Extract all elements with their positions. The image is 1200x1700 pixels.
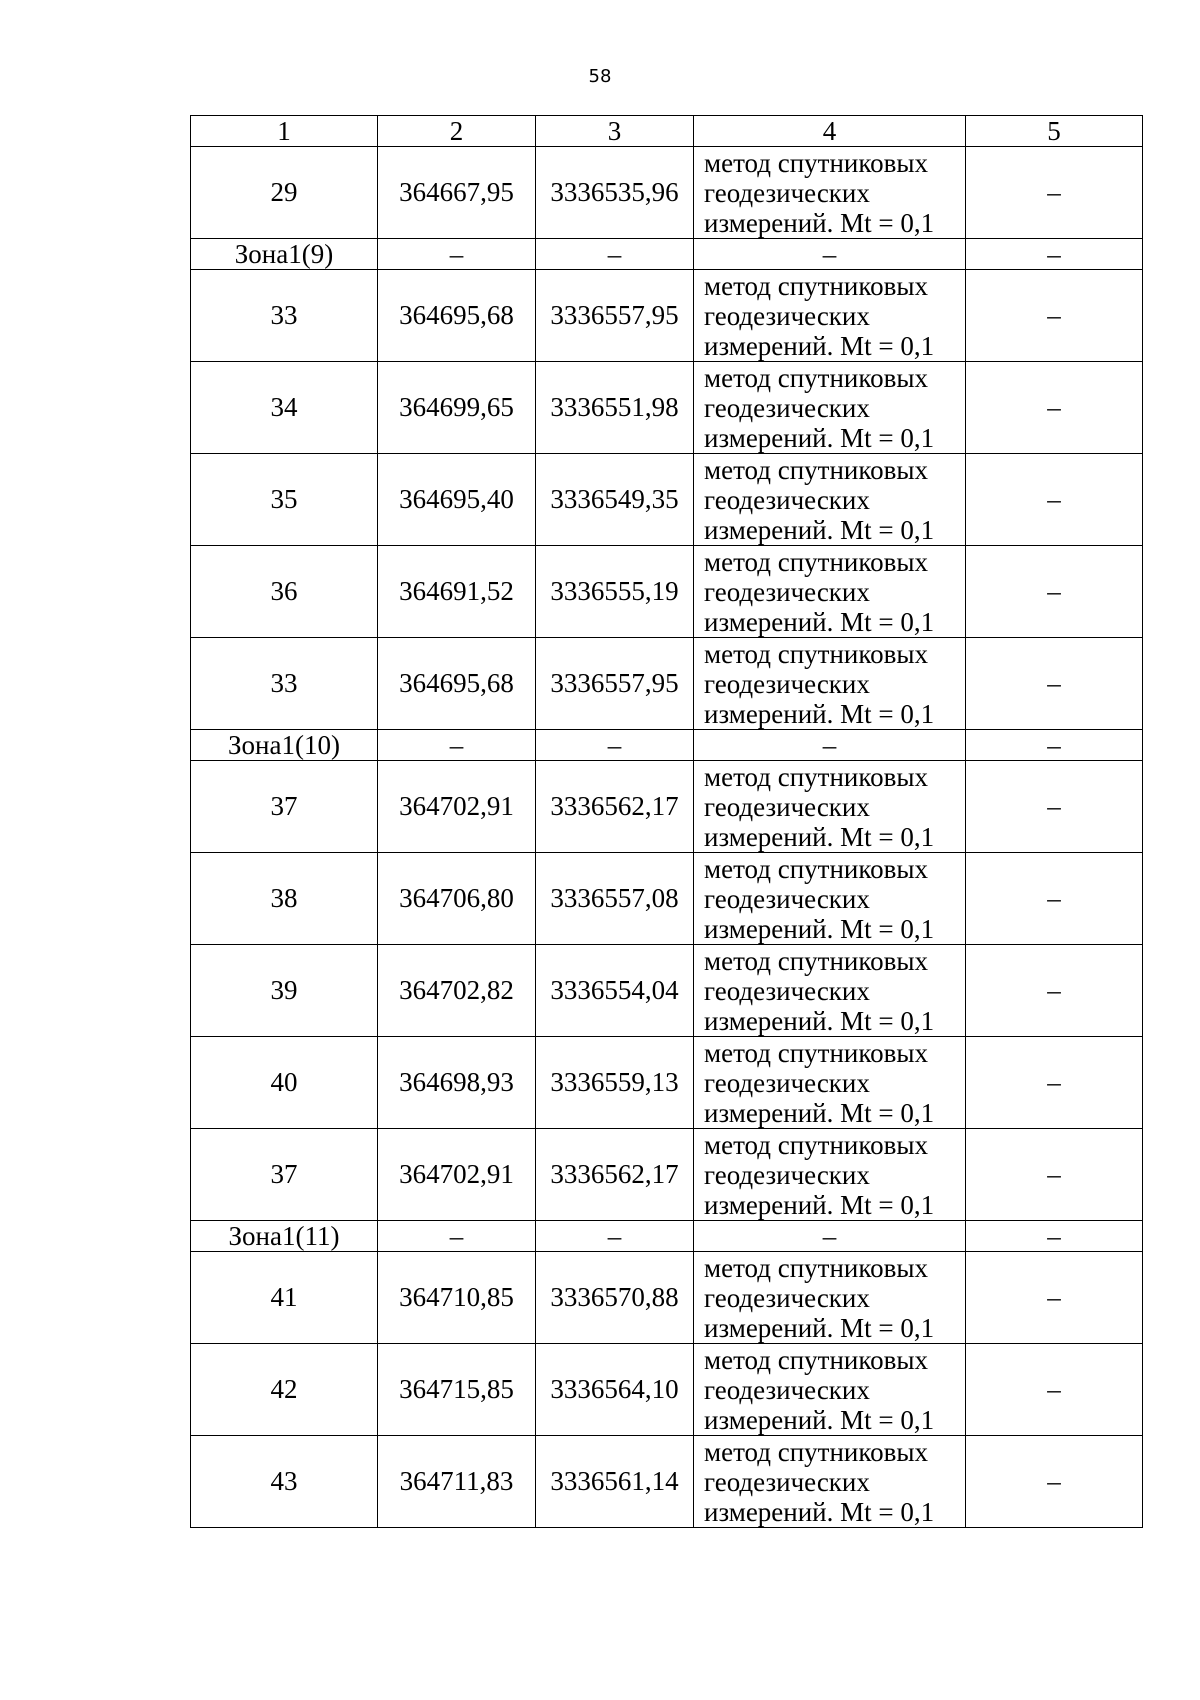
x-coordinate-cell: 364695,68 — [378, 638, 536, 730]
y-coordinate-cell: 3336554,04 — [536, 945, 694, 1037]
point-cell: Зона1(9) — [191, 239, 378, 270]
y-coordinate-cell: 3336570,88 — [536, 1252, 694, 1344]
y-coordinate-cell: 3336549,35 — [536, 454, 694, 546]
y-coordinate-cell: 3336564,10 — [536, 1344, 694, 1436]
header-row — [191, 116, 1143, 147]
y-coordinate-cell: 3336562,17 — [536, 761, 694, 853]
point-cell: 39 — [191, 945, 378, 1037]
y-coordinate-cell: – — [536, 730, 694, 761]
x-coordinate-cell: 364702,91 — [378, 761, 536, 853]
table-body — [191, 147, 1143, 1528]
y-coordinate-cell: 3336562,17 — [536, 1129, 694, 1221]
note-cell: – — [966, 1436, 1143, 1528]
point-cell: 41 — [191, 1252, 378, 1344]
note-cell: – — [966, 147, 1143, 239]
method-cell: метод спутниковых геодезических измерений. Mt = 0,1 — [694, 454, 966, 546]
table-row — [191, 546, 1143, 638]
y-coordinate-cell: 3336555,19 — [536, 546, 694, 638]
table-header — [191, 116, 1143, 147]
note-cell: – — [966, 454, 1143, 546]
point-cell: 33 — [191, 638, 378, 730]
y-coordinate-cell: 3336557,95 — [536, 638, 694, 730]
method-cell: метод спутниковых геодезических измерений. Mt = 0,1 — [694, 362, 966, 454]
table-row — [191, 147, 1143, 239]
point-cell: 40 — [191, 1037, 378, 1129]
note-cell: – — [966, 1252, 1143, 1344]
table-row — [191, 270, 1143, 362]
table-row — [191, 853, 1143, 945]
x-coordinate-cell: – — [378, 239, 536, 270]
point-cell: 34 — [191, 362, 378, 454]
x-coordinate-cell: 364699,65 — [378, 362, 536, 454]
note-cell: – — [966, 1221, 1143, 1252]
method-cell: – — [694, 239, 966, 270]
x-coordinate-cell: – — [378, 1221, 536, 1252]
table-row — [191, 1344, 1143, 1436]
point-cell: 33 — [191, 270, 378, 362]
header-cell-3: 3 — [536, 116, 694, 147]
method-cell: метод спутниковых геодезических измерений. Mt = 0,1 — [694, 147, 966, 239]
y-coordinate-cell: – — [536, 1221, 694, 1252]
note-cell: – — [966, 270, 1143, 362]
table-row — [191, 454, 1143, 546]
x-coordinate-cell: 364711,83 — [378, 1436, 536, 1528]
x-coordinate-cell: 364695,68 — [378, 270, 536, 362]
table-row — [191, 1252, 1143, 1344]
point-cell: Зона1(11) — [191, 1221, 378, 1252]
x-coordinate-cell: – — [378, 730, 536, 761]
note-cell: – — [966, 761, 1143, 853]
y-coordinate-cell: 3336557,95 — [536, 270, 694, 362]
y-coordinate-cell: 3336561,14 — [536, 1436, 694, 1528]
x-coordinate-cell: 364695,40 — [378, 454, 536, 546]
method-cell: метод спутниковых геодезических измерений. Mt = 0,1 — [694, 945, 966, 1037]
x-coordinate-cell: 364698,93 — [378, 1037, 536, 1129]
coordinates-table — [190, 115, 1143, 1528]
point-cell: 38 — [191, 853, 378, 945]
method-cell: метод спутниковых геодезических измерений. Mt = 0,1 — [694, 1037, 966, 1129]
method-cell: метод спутниковых геодезических измерений. Mt = 0,1 — [694, 761, 966, 853]
method-cell: метод спутниковых геодезических измерений. Mt = 0,1 — [694, 270, 966, 362]
method-cell: – — [694, 730, 966, 761]
point-cell: 35 — [191, 454, 378, 546]
point-cell: 37 — [191, 1129, 378, 1221]
method-cell: метод спутниковых геодезических измерений. Mt = 0,1 — [694, 1436, 966, 1528]
x-coordinate-cell: 364715,85 — [378, 1344, 536, 1436]
method-cell: метод спутниковых геодезических измерений. Mt = 0,1 — [694, 853, 966, 945]
header-cell-5: 5 — [966, 116, 1143, 147]
note-cell: – — [966, 1129, 1143, 1221]
point-cell: 29 — [191, 147, 378, 239]
note-cell: – — [966, 239, 1143, 270]
point-cell: 42 — [191, 1344, 378, 1436]
x-coordinate-cell: 364702,82 — [378, 945, 536, 1037]
method-cell: метод спутниковых геодезических измерений. Mt = 0,1 — [694, 1252, 966, 1344]
table-row — [191, 1436, 1143, 1528]
zone-row — [191, 1221, 1143, 1252]
method-cell: – — [694, 1221, 966, 1252]
point-cell: 37 — [191, 761, 378, 853]
x-coordinate-cell: 364691,52 — [378, 546, 536, 638]
method-cell: метод спутниковых геодезических измерений. Mt = 0,1 — [694, 1129, 966, 1221]
y-coordinate-cell: 3336557,08 — [536, 853, 694, 945]
note-cell: – — [966, 362, 1143, 454]
x-coordinate-cell: 364710,85 — [378, 1252, 536, 1344]
method-cell: метод спутниковых геодезических измерений. Mt = 0,1 — [694, 546, 966, 638]
method-cell: метод спутниковых геодезических измерений. Mt = 0,1 — [694, 1344, 966, 1436]
y-coordinate-cell: – — [536, 239, 694, 270]
note-cell: – — [966, 1344, 1143, 1436]
note-cell: – — [966, 546, 1143, 638]
note-cell: – — [966, 1037, 1143, 1129]
table-row — [191, 362, 1143, 454]
header-cell-2: 2 — [378, 116, 536, 147]
header-cell-4: 4 — [694, 116, 966, 147]
point-cell: 36 — [191, 546, 378, 638]
y-coordinate-cell: 3336535,96 — [536, 147, 694, 239]
zone-row — [191, 730, 1143, 761]
x-coordinate-cell: 364667,95 — [378, 147, 536, 239]
note-cell: – — [966, 853, 1143, 945]
header-cell-1: 1 — [191, 116, 378, 147]
point-cell: 43 — [191, 1436, 378, 1528]
page-number: 58 — [588, 66, 612, 87]
table-row — [191, 945, 1143, 1037]
x-coordinate-cell: 364702,91 — [378, 1129, 536, 1221]
table-row — [191, 638, 1143, 730]
table-row — [191, 1129, 1143, 1221]
point-cell: Зона1(10) — [191, 730, 378, 761]
table-row — [191, 1037, 1143, 1129]
x-coordinate-cell: 364706,80 — [378, 853, 536, 945]
method-cell: метод спутниковых геодезических измерений. Mt = 0,1 — [694, 638, 966, 730]
table-row — [191, 761, 1143, 853]
zone-row — [191, 239, 1143, 270]
note-cell: – — [966, 730, 1143, 761]
y-coordinate-cell: 3336559,13 — [536, 1037, 694, 1129]
y-coordinate-cell: 3336551,98 — [536, 362, 694, 454]
note-cell: – — [966, 638, 1143, 730]
note-cell: – — [966, 945, 1143, 1037]
